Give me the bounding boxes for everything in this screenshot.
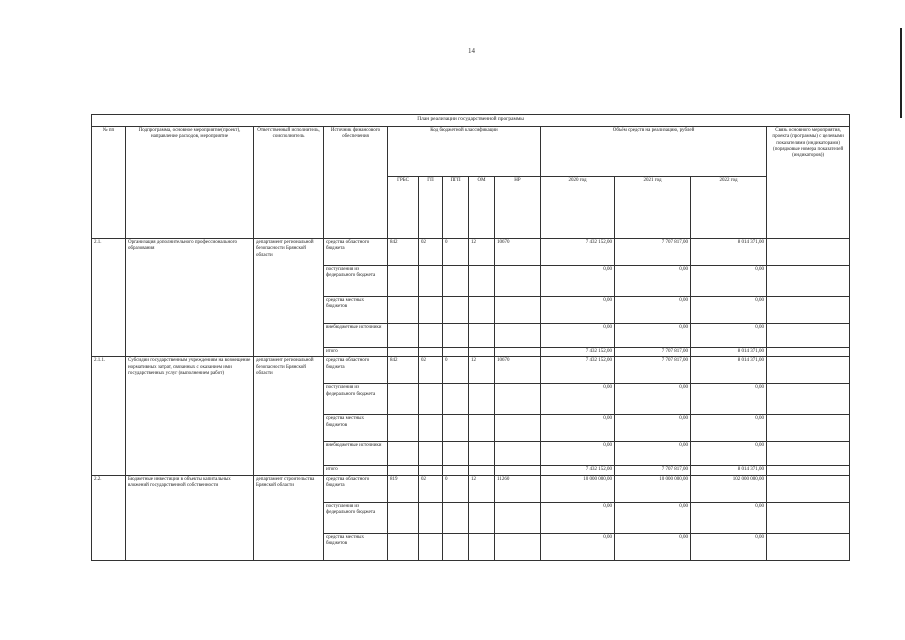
gp-cell [419, 348, 443, 357]
amount-2021-cell: 0,00 [615, 533, 691, 560]
gp-cell [419, 502, 443, 533]
pgp-cell: 0 [443, 239, 469, 266]
om-cell [469, 466, 495, 475]
amount-2022-cell: 8 014 371,00 [691, 348, 767, 357]
link-cell [767, 442, 850, 466]
om-cell [469, 415, 495, 442]
nr-cell [495, 297, 541, 324]
amount-2020-cell: 0,00 [541, 266, 615, 297]
source-cell: поступления из федерального бюджета [324, 502, 388, 533]
amount-2021-cell: 0,00 [615, 297, 691, 324]
link-cell [767, 357, 850, 384]
amount-2021-cell: 7 707 817,00 [615, 357, 691, 384]
pgp-cell [443, 442, 469, 466]
grbs-cell [388, 324, 419, 348]
amount-2021-cell: 0,00 [615, 442, 691, 466]
scan-edge-line [900, 28, 902, 118]
amount-2022-cell: 0,00 [691, 502, 767, 533]
amount-2022-cell: 0,00 [691, 533, 767, 560]
pgp-cell [443, 533, 469, 560]
nr-cell [495, 502, 541, 533]
grbs-cell [388, 502, 419, 533]
link-cell [767, 348, 850, 357]
link-cell [767, 239, 850, 266]
amount-2021-cell: 7 707 817,00 [615, 348, 691, 357]
amount-2022-cell: 8 014 371,00 [691, 466, 767, 475]
header-nr: НР [495, 177, 541, 239]
gp-cell: 02 [419, 475, 443, 502]
row-number: 2.2. [92, 475, 126, 560]
gp-cell [419, 297, 443, 324]
header-year-2022: 2022 год [691, 177, 767, 239]
nr-cell [495, 415, 541, 442]
row-executor: департамент региональной безопасности Брянской области [254, 239, 324, 357]
link-cell [767, 502, 850, 533]
row-executor: департамент строительства Брянской области [254, 475, 324, 560]
link-cell [767, 475, 850, 502]
gp-cell: 02 [419, 239, 443, 266]
pgp-cell [443, 324, 469, 348]
amount-2021-cell: 0,00 [615, 415, 691, 442]
amount-2020-cell: 0,00 [541, 533, 615, 560]
header-year-2021: 2021 год [615, 177, 691, 239]
amount-2020-cell: 7 432 152,00 [541, 466, 615, 475]
header-om: ОМ [469, 177, 495, 239]
page-number: 14 [468, 47, 475, 55]
om-cell [469, 533, 495, 560]
source-cell: внебюджетные источники [324, 324, 388, 348]
grbs-cell [388, 297, 419, 324]
gp-cell [419, 442, 443, 466]
gp-cell [419, 384, 443, 415]
grbs-cell: 819 [388, 475, 419, 502]
grbs-cell [388, 415, 419, 442]
pgp-cell [443, 384, 469, 415]
grbs-cell [388, 442, 419, 466]
amount-2022-cell: 8 014 371,00 [691, 357, 767, 384]
header-pgp: ПГП [443, 177, 469, 239]
om-cell [469, 384, 495, 415]
gp-cell: 02 [419, 357, 443, 384]
source-cell: итого [324, 466, 388, 475]
link-cell [767, 324, 850, 348]
amount-2022-cell: 0,00 [691, 442, 767, 466]
amount-2021-cell: 0,00 [615, 324, 691, 348]
om-cell [469, 324, 495, 348]
nr-cell [495, 466, 541, 475]
amount-2021-cell: 7 707 817,00 [615, 466, 691, 475]
om-cell [469, 502, 495, 533]
amount-2022-cell: 0,00 [691, 384, 767, 415]
nr-cell: 10670 [495, 239, 541, 266]
link-cell [767, 466, 850, 475]
header-grbs: ГРБС [388, 177, 419, 239]
amount-2022-cell: 8 014 371,00 [691, 239, 767, 266]
pgp-cell [443, 466, 469, 475]
pgp-cell [443, 297, 469, 324]
amount-2021-cell: 10 000 000,00 [615, 475, 691, 502]
amount-2020-cell: 7 432 152,00 [541, 348, 615, 357]
header-funding: Объём средств на реализацию, рублей [541, 127, 767, 177]
pgp-cell: 0 [443, 357, 469, 384]
amount-2022-cell: 0,00 [691, 266, 767, 297]
amount-2020-cell: 0,00 [541, 415, 615, 442]
link-cell [767, 266, 850, 297]
amount-2022-cell: 0,00 [691, 415, 767, 442]
nr-cell: 11260 [495, 475, 541, 502]
nr-cell [495, 384, 541, 415]
link-cell [767, 297, 850, 324]
gp-cell [419, 533, 443, 560]
source-cell: средства местных бюджетов [324, 415, 388, 442]
source-cell: средства местных бюджетов [324, 533, 388, 560]
nr-cell [495, 266, 541, 297]
grbs-cell: 842 [388, 239, 419, 266]
source-cell: итого [324, 348, 388, 357]
row-number: 2.1. [92, 239, 126, 357]
source-cell: средства местных бюджетов [324, 297, 388, 324]
header-year-2020: 2020 год [541, 177, 615, 239]
amount-2020-cell: 7 432 152,00 [541, 239, 615, 266]
header-name: Подпрограмма, основное мероприятие(проект), направление расходов, мероприятие [126, 127, 254, 239]
header-row [92, 127, 850, 177]
row-number: 2.1.1. [92, 357, 126, 475]
grbs-cell: 842 [388, 357, 419, 384]
amount-2021-cell: 0,00 [615, 266, 691, 297]
row-name: Организация дополнительного профессионального образования [126, 239, 254, 357]
pgp-cell [443, 348, 469, 357]
amount-2020-cell: 10 000 000,00 [541, 475, 615, 502]
pgp-cell [443, 502, 469, 533]
link-cell [767, 533, 850, 560]
source-cell: поступления из федерального бюджета [324, 384, 388, 415]
source-cell: средства областного бюджета [324, 475, 388, 502]
om-cell: 12 [469, 357, 495, 384]
amount-2020-cell: 0,00 [541, 442, 615, 466]
grbs-cell [388, 266, 419, 297]
amount-2020-cell: 0,00 [541, 297, 615, 324]
source-cell: средства областного бюджета [324, 239, 388, 266]
row-executor: департамент региональной безопасности Брянской области [254, 357, 324, 475]
table-row [92, 357, 850, 384]
gp-cell [419, 466, 443, 475]
om-cell [469, 266, 495, 297]
pgp-cell [443, 266, 469, 297]
nr-cell [495, 442, 541, 466]
amount-2022-cell: 102 000 000,00 [691, 475, 767, 502]
nr-cell [495, 533, 541, 560]
link-cell [767, 415, 850, 442]
row-name: Бюджетные инвестиции в объекты капитальных вложений государственной собственности [126, 475, 254, 560]
source-cell: внебюджетные источники [324, 442, 388, 466]
grbs-cell [388, 384, 419, 415]
amount-2021-cell: 0,00 [615, 384, 691, 415]
nr-cell [495, 324, 541, 348]
header-executor: Ответственный исполнитель, соисполнитель [254, 127, 324, 239]
header-source: Источник финансового обеспечения [324, 127, 388, 239]
program-plan-table [91, 114, 850, 561]
table-title: План реализации государственной программы [92, 115, 850, 127]
amount-2020-cell: 0,00 [541, 384, 615, 415]
om-cell [469, 297, 495, 324]
nr-cell: 10670 [495, 357, 541, 384]
amount-2021-cell: 0,00 [615, 502, 691, 533]
link-cell [767, 384, 850, 415]
header-budget-class: Код бюджетной классификации [388, 127, 541, 177]
table-row [92, 475, 850, 502]
source-cell: поступления из федерального бюджета [324, 266, 388, 297]
gp-cell [419, 415, 443, 442]
pgp-cell [443, 415, 469, 442]
pgp-cell: 0 [443, 475, 469, 502]
gp-cell [419, 324, 443, 348]
grbs-cell [388, 533, 419, 560]
amount-2020-cell: 7 432 152,00 [541, 357, 615, 384]
amount-2022-cell: 0,00 [691, 324, 767, 348]
header-link: Связь основного мероприятия, проекта (программы) с целевыми показателями (индикаторами) (порядковые номера показателей (индикаторов)) [767, 127, 850, 239]
gp-cell [419, 266, 443, 297]
om-cell: 12 [469, 239, 495, 266]
amount-2021-cell: 7 707 817,00 [615, 239, 691, 266]
amount-2020-cell: 0,00 [541, 324, 615, 348]
table-title-row [92, 115, 850, 127]
amount-2020-cell: 0,00 [541, 502, 615, 533]
table-row [92, 239, 850, 266]
header-number: № пп [92, 127, 126, 239]
grbs-cell [388, 348, 419, 357]
source-cell: средства областного бюджета [324, 357, 388, 384]
om-cell [469, 442, 495, 466]
grbs-cell [388, 466, 419, 475]
header-gp: ГП [419, 177, 443, 239]
amount-2022-cell: 0,00 [691, 297, 767, 324]
om-cell: 12 [469, 475, 495, 502]
nr-cell [495, 348, 541, 357]
row-name: Субсидии государственным учреждениям на возмещение нормативных затрат, связанных с оказанием ими государственных услуг (выполнением работ) [126, 357, 254, 475]
om-cell [469, 348, 495, 357]
